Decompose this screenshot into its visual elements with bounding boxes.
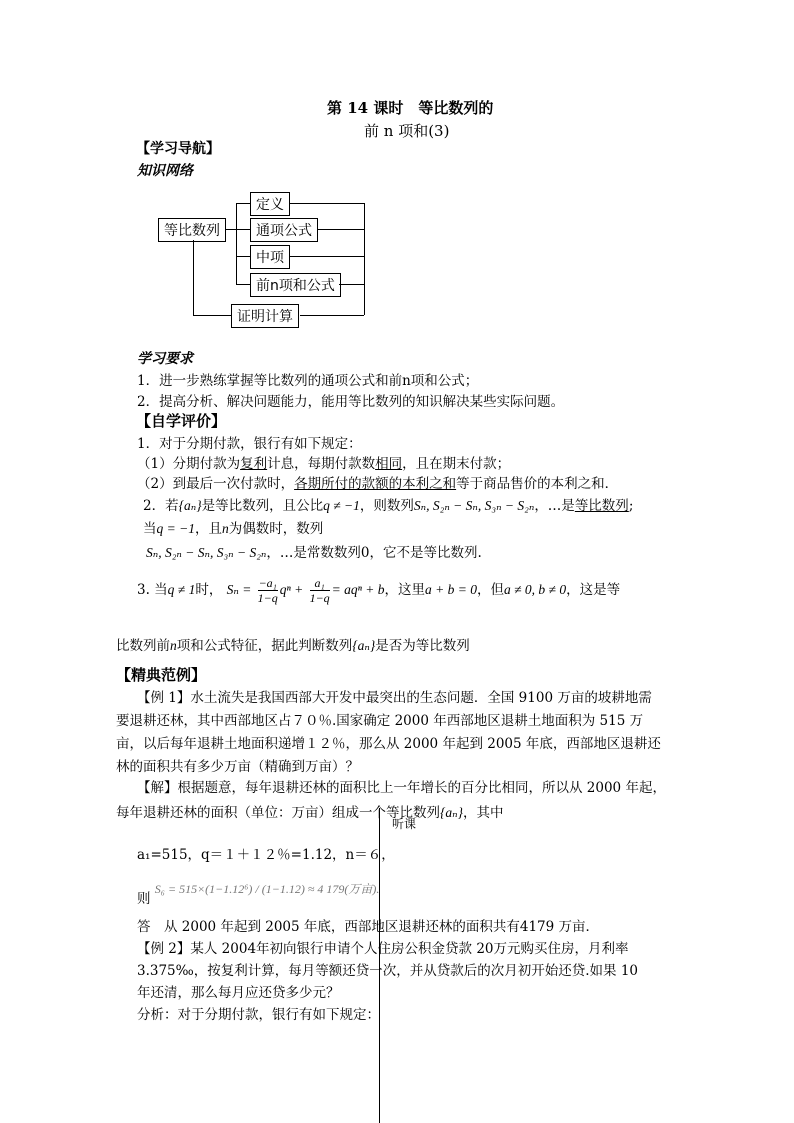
section-self-eval: 【自学评价】	[136, 412, 227, 430]
connector	[236, 284, 250, 285]
example2-l4: 分析：对于分期付款，银行有如下规定：	[137, 1007, 380, 1023]
self-eval-p3b: 比数列前n项和公式特征，据此判断数列{aₙ}是否为等比数列	[116, 638, 470, 654]
fraction-1: $\frac{\text{−a₁}}{1-q}$	[257, 576, 278, 605]
example1-l4: 林的面积共有多少万亩（精确到万亩）？	[116, 759, 359, 775]
connector	[226, 229, 236, 230]
connector	[289, 203, 364, 204]
self-eval-p1: 1．对于分期付款，银行有如下规定：	[137, 436, 362, 452]
diagram-node-sum-formula: 前n项和公式	[250, 273, 341, 297]
connector	[339, 284, 364, 285]
connector	[236, 203, 237, 285]
requirement-2: 2．提高分析、解决问题能力，能用等比数列的知识解决某些实际问题。	[137, 394, 565, 410]
self-eval-p2b: 当q = −1，且n为偶数时，数列	[143, 521, 324, 537]
example1-l1: 【例 1】水土流失是我国西部大开发中最突出的生态问题．全国 9100 万亩的坡耕地需	[137, 690, 652, 706]
page-subtitle: 前 n 项和(3)	[364, 122, 450, 140]
example1-formula: 则 S₆ = 515×(1−1.12⁶) / (1−1.12) ≈ 4 179(万亩).	[137, 882, 380, 907]
page-title: 第 14 课时 等比数列的	[327, 99, 494, 117]
self-eval-p3: 3. 当q ≠ 1时， Sₙ = $\frac{\text{−a₁}}{1-q}$ qⁿ + $\frac{\text{a₁}}{1-q}$ = aqⁿ + b，这里a + b = 0，但a ≠ 0, b ≠ 0，这是等	[137, 576, 621, 605]
connector	[300, 315, 364, 316]
example1-l3: 亩，以后每年退耕土地面积递增１２％，那么从 2000 年起到 2005 年底，西部地区退耕还	[116, 736, 661, 752]
self-eval-p2: 2．若{aₙ}是等比数列，且公比q ≠ −1，则数列Sₙ, S₂ₙ − Sₙ, S₃ₙ − S₂ₙ，…是等比数列;	[143, 498, 634, 514]
connector	[318, 229, 364, 230]
diagram-root: 等比数列	[158, 218, 226, 242]
section-guide: 【学习导航】	[136, 141, 220, 157]
connector	[193, 240, 194, 315]
connector	[364, 203, 365, 315]
example1-solution-1: 【解】根据题意，每年退耕还林的面积比上一年增长的百分比相同，所以从 2000 年起，	[137, 780, 666, 796]
example2-l2: 3.375‰，按复利计算，每月等额还贷一次，并从贷款后的次月初开始还贷.如果 10	[137, 963, 639, 979]
self-eval-p1b: （2）到最后一次付款时，各期所付的款额的本利之和等于商品售价的本利之和．	[137, 476, 619, 492]
example1-l2: 要退耕还林，其中西部地区占７０％.国家确定 2000 年西部地区退耕土地面积为 515 万	[116, 713, 644, 729]
diagram-bottom-proof: 证明计算	[231, 304, 299, 328]
example1-params: a₁=515，q＝１＋１２％=1.12，n＝６，	[137, 847, 395, 863]
example1-answer: 答 从 2000 年起到 2005 年底，西部地区退耕还林的面积共有4179 万亩．	[137, 919, 600, 935]
diagram-node-definition: 定义	[250, 192, 290, 216]
section-network: 知识网络	[137, 163, 193, 179]
section-requirements: 学习要求	[137, 351, 193, 367]
requirement-1: 1．进一步熟练掌握等比数列的通项公式和前n项和公式；	[137, 373, 479, 389]
fraction-2: $\frac{\text{a₁}}{1-q}$	[309, 576, 330, 605]
connector	[193, 315, 231, 316]
section-examples: 【精典范例】	[116, 666, 207, 684]
connector	[289, 256, 364, 257]
example1-solution-2: 每年退耕还林的面积（单位：万亩）组成一个等比数列{aₙ}，其中	[116, 805, 504, 821]
margin-note: 听课	[392, 817, 417, 831]
diagram-node-middle-term: 中项	[250, 245, 290, 269]
example2-l3: 年还清，那么每月应还贷多少元？	[137, 985, 340, 1001]
self-eval-p2c: Sₙ, S₂ₙ − Sₙ, S₃ₙ − S₂ₙ，…是常数数列0，它不是等比数列.	[146, 545, 482, 561]
self-eval-p1a: （1）分期付款为复利计息，每期付款数相同，且在期末付款；	[137, 456, 511, 472]
connector	[236, 256, 250, 257]
connector	[236, 229, 250, 230]
diagram-node-general-term: 通项公式	[250, 218, 318, 242]
example2-l1: 【例 2】某人 2004年初向银行申请个人住房公积金贷款 20万元购买住房，月利率	[137, 941, 629, 957]
connector	[236, 203, 250, 204]
